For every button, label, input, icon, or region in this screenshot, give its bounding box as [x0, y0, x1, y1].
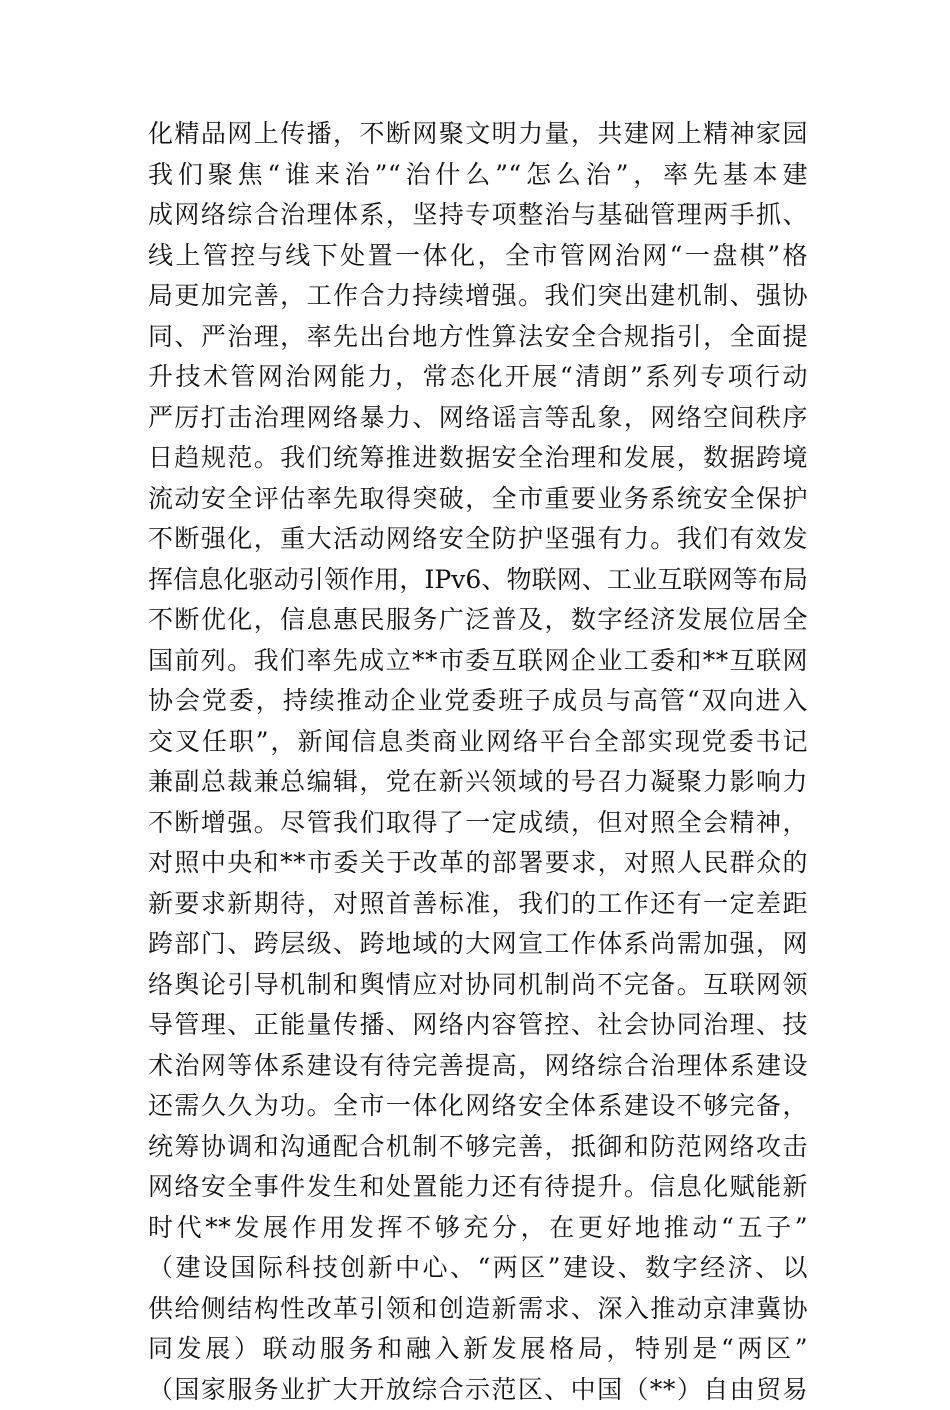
- text-line-29: （建设国际科技创新中心、“两区”建设、数字经济、以: [148, 1248, 808, 1289]
- text-line-26: 统筹协调和沟通配合机制不够完善，抵御和防范网络攻击: [148, 1127, 808, 1168]
- text-line-24: 术治网等体系建设有待完善提高，网络综合治理体系建设: [148, 1046, 808, 1087]
- text-line-22: 络舆论引导机制和舆情应对协同机制尚不完备。互联网领: [148, 965, 808, 1006]
- text-line-5: 局更加完善，工作合力持续增强。我们突出建机制、强协: [148, 276, 808, 317]
- text-line-20: 新要求新期待，对照首善标准，我们的工作还有一定差距: [148, 884, 808, 925]
- text-line-13: 不断优化，信息惠民服务广泛普及，数字经济发展位居全: [148, 600, 808, 641]
- text-line-9: 日趋规范。我们统筹推进数据安全治理和发展，数据跨境: [148, 438, 808, 479]
- text-line-2: 我们聚焦“谁来治”“治什么”“怎么治”，率先基本建: [148, 155, 808, 196]
- text-line-31: 同发展）联动服务和融入新发展格局，特别是“两区”: [148, 1329, 808, 1370]
- text-line-7: 升技术管网治网能力，常态化开展“清朗”系列专项行动: [148, 357, 808, 398]
- text-line-14: 国前列。我们率先成立**市委互联网企业工委和**互联网: [148, 641, 808, 682]
- text-line-25: 还需久久为功。全市一体化网络安全体系建设不够完备，: [148, 1086, 808, 1127]
- text-line-10: 流动安全评估率先取得突破，全市重要业务系统安全保护: [148, 479, 808, 520]
- text-line-23: 导管理、正能量传播、网络内容管控、社会协同治理、技: [148, 1005, 808, 1046]
- text-line-6: 同、严治理，率先出台地方性算法安全合规指引，全面提: [148, 317, 808, 358]
- text-line-17: 兼副总裁兼总编辑，党在新兴领域的号召力凝聚力影响力: [148, 762, 808, 803]
- text-line-18: 不断增强。尽管我们取得了一定成绩，但对照全会精神，: [148, 803, 808, 844]
- text-line-16: 交叉任职”，新闻信息类商业网络平台全部实现党委书记: [148, 722, 808, 763]
- text-line-28: 时代**发展作用发挥不够充分，在更好地推动“五子”: [148, 1208, 808, 1249]
- text-line-8: 严厉打击治理网络暴力、网络谣言等乱象，网络空间秩序: [148, 398, 808, 439]
- text-line-3: 成网络综合治理体系，坚持专项整治与基础管理两手抓、: [148, 195, 808, 236]
- text-line-27: 网络安全事件发生和处置能力还有待提升。信息化赋能新: [148, 1167, 808, 1208]
- body-text: [148, 114, 808, 1410]
- text-line-15: 协会党委，持续推动企业党委班子成员与高管“双向进入: [148, 681, 808, 722]
- text-line-11: 不断强化，重大活动网络安全防护坚强有力。我们有效发: [148, 519, 808, 560]
- text-line-21: 跨部门、跨层级、跨地域的大网宣工作体系尚需加强，网: [148, 924, 808, 965]
- text-line-30: 供给侧结构性改革引领和创造新需求、深入推动京津冀协: [148, 1289, 808, 1330]
- text-line-32: （国家服务业扩大开放综合示范区、中国（**）自由贸易: [148, 1370, 808, 1410]
- text-line-19: 对照中央和**市委关于改革的部署要求，对照人民群众的: [148, 843, 808, 884]
- text-line-4: 线上管控与线下处置一体化，全市管网治网“一盘棋”格: [148, 236, 808, 277]
- text-line-1: 化精品网上传播，不断网聚文明力量，共建网上精神家园: [148, 114, 808, 155]
- text-line-12: 挥信息化驱动引领作用，IPv6、物联网、工业互联网等布局: [148, 560, 808, 601]
